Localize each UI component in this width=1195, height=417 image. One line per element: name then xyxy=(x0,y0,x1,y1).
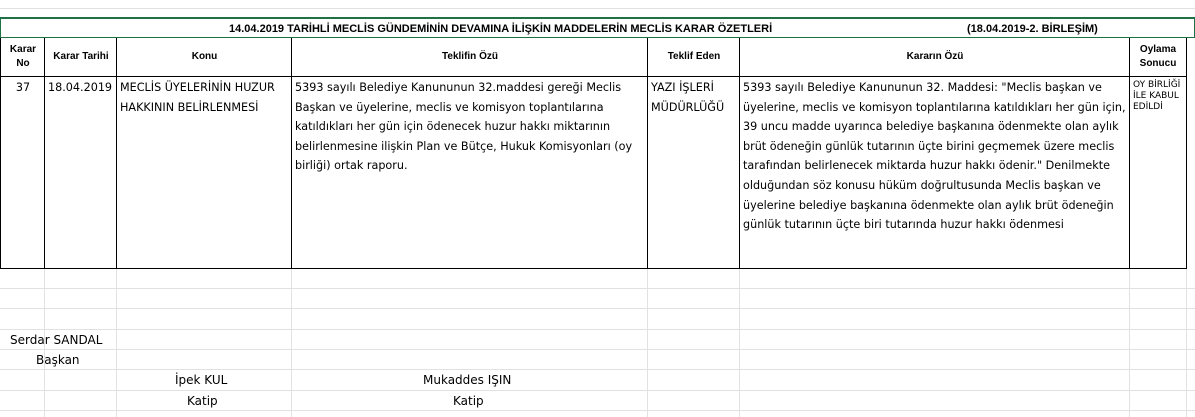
header-oylama-sonucu[interactable] xyxy=(1129,38,1187,77)
sheet-title: 14.04.2019 TARİHLİ MECLİS GÜNDEMİNİN DEVAMINA İLİŞKİN MADDELERİN MECLİS KARAR ÖZETLERİ xyxy=(229,23,773,35)
teklif-ozu-value: 5393 sayılı Belediye Kanununun 32.maddesi gereği Meclis Başkan ve üyelerine, meclis ve komisyon toplantılarına katıldıkları her gün için ödenecek huzur hakkı miktarının belirlenmesine ilişkin Plan ve Bütçe, Hukuk Komisyonları (oy birliği) ortak raporu. xyxy=(295,81,633,173)
header-konu[interactable] xyxy=(116,38,292,77)
gridline xyxy=(116,268,117,417)
gridline xyxy=(0,369,1195,370)
cell-teklif-ozu[interactable] xyxy=(291,76,648,269)
header-karar-no[interactable] xyxy=(0,38,45,77)
header-label: Kararın Özü xyxy=(906,51,964,62)
gridline xyxy=(739,268,740,417)
gridline xyxy=(291,268,292,417)
baskan-name: Serdar SANDAL xyxy=(10,333,103,347)
gridline xyxy=(0,349,1195,350)
karar-no-value: 37 xyxy=(15,81,31,94)
session-label: (18.04.2019-2. BİRLEŞİM) xyxy=(967,23,1098,35)
gridline xyxy=(0,329,1195,330)
katip2-title: Katip xyxy=(453,394,484,408)
katip1-name: İpek KUL xyxy=(175,373,228,387)
cell-karar-ozu[interactable] xyxy=(739,76,1130,269)
header-teklif-eden[interactable] xyxy=(647,38,740,77)
gridline xyxy=(0,410,1195,411)
header-label: Oylama Sonucu xyxy=(1139,44,1177,69)
header-karar-tarihi[interactable] xyxy=(44,38,117,77)
header-karar-ozu[interactable] xyxy=(739,38,1130,77)
cell-konu[interactable] xyxy=(116,76,292,269)
cell-teklif-eden[interactable] xyxy=(647,76,740,269)
cell-karar-no[interactable] xyxy=(0,76,45,269)
title-row[interactable] xyxy=(0,17,1195,38)
cell-oylama-sonucu[interactable] xyxy=(1129,76,1187,269)
gridline xyxy=(1129,268,1130,417)
baskan-title: Başkan xyxy=(36,353,80,367)
header-label: Karar Tarihi xyxy=(53,51,109,62)
katip2-name: Mukaddes IŞIN xyxy=(423,373,512,387)
header-label: Konu xyxy=(191,51,218,62)
cell-karar-tarihi[interactable] xyxy=(44,76,117,269)
gridline xyxy=(647,268,648,417)
gridline xyxy=(0,288,1195,289)
header-label: Teklifin Özü xyxy=(442,51,498,62)
header-label: Karar No xyxy=(9,44,37,69)
katip1-title: Katip xyxy=(187,394,218,408)
header-label: Teklif Eden xyxy=(667,51,721,62)
oylama-value: OY BİRLİĞİ İLE KABUL EDİLDİ xyxy=(1133,80,1181,112)
header-teklif-ozu[interactable] xyxy=(291,38,648,77)
gridline xyxy=(0,308,1195,309)
gridline xyxy=(0,8,1195,9)
konu-value: MECLİS ÜYELERİNİN HUZUR HAKKININ BELİRLENMESİ xyxy=(120,81,275,114)
gridline xyxy=(0,390,1195,391)
karar-ozu-value: 5393 sayılı Belediye Kanununun 32. Maddesi: "Meclis başkan ve üyelerine, meclis ve komisyon toplantılarına katıldıkları her gün için, 39 uncu madde uyarınca belediye başkanına ödenmekte olan aylık brüt ödeneğin günlük tutarının üçte birini geçmemek üzere meclis tarafından belirlenecek miktarda huzur hakkı ödenir." Denilmekte olduğundan söz konusu hüküm doğrultusunda Meclis başkan ve üyelerine belediye başkanına ödenmekte olan aylık brüt ödeneğin günlük tutarının üçte biri tutarında huzur hakkı ödenmesi xyxy=(743,81,1126,232)
gridline xyxy=(1186,268,1187,417)
teklif-eden-value: YAZI İŞLERİ MÜDÜRLÜĞÜ xyxy=(651,81,725,114)
karar-tarihi-value: 18.04.2019 xyxy=(48,81,113,94)
